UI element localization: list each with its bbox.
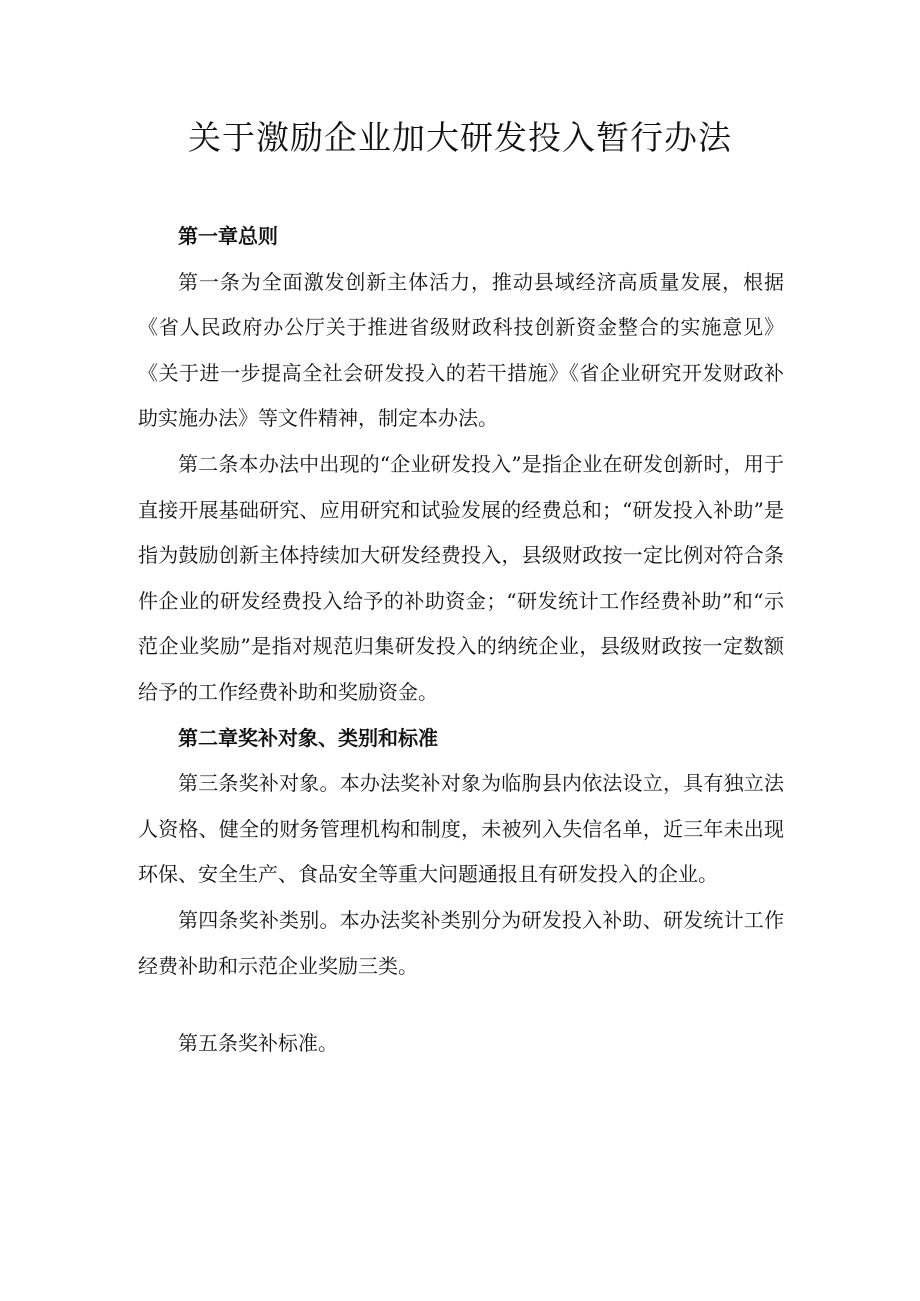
article-2: 第二条本办法中出现的“企业研发投入”是指企业在研发创新时，用于直接开展基础研究、应用研究和试验发展的经费总和；“研发投入补助”是指为鼓励创新主体持续加大研发经费投入，县级财政按一定比例对符合条件企业的研发经费投入给予的补助资金；“研发统计工作经费补助”和“示范企业奖励”是指对规范归集研发投入的纳统企业，县级财政按一定数额给予的工作经费补助和奖励资金。 xyxy=(138,451,784,704)
chapter-2-heading: 第二章奖补对象、类别和标准 xyxy=(178,725,438,750)
article-1: 第一条为全面激发创新主体活力，推动县域经济高质量发展，根据《省人民政府办公厅关于推进省级财政科技创新资金整合的实施意见》《关于进一步提高全社会研发投入的若干措施》《省企业研究开发财政补助实施办法》等文件精神，制定本办法。 xyxy=(138,269,784,431)
article-5: 第五条奖补标准。 xyxy=(178,1031,338,1056)
article-4: 第四条奖补类别。本办法奖补类别分为研发投入补助、研发统计工作经费补助和示范企业奖励三类。 xyxy=(138,907,784,978)
document-title: 关于激励企业加大研发投入暂行办法 xyxy=(188,118,732,157)
article-3: 第三条奖补对象。本办法奖补对象为临朐县内依法设立，具有独立法人资格、健全的财务管理机构和制度，未被列入失信名单，近三年未出现环保、安全生产、食品安全等重大问题通报且有研发投入的企业。 xyxy=(138,771,784,887)
chapter-1-heading: 第一章总则 xyxy=(178,224,278,248)
document-body xyxy=(138,214,784,1067)
